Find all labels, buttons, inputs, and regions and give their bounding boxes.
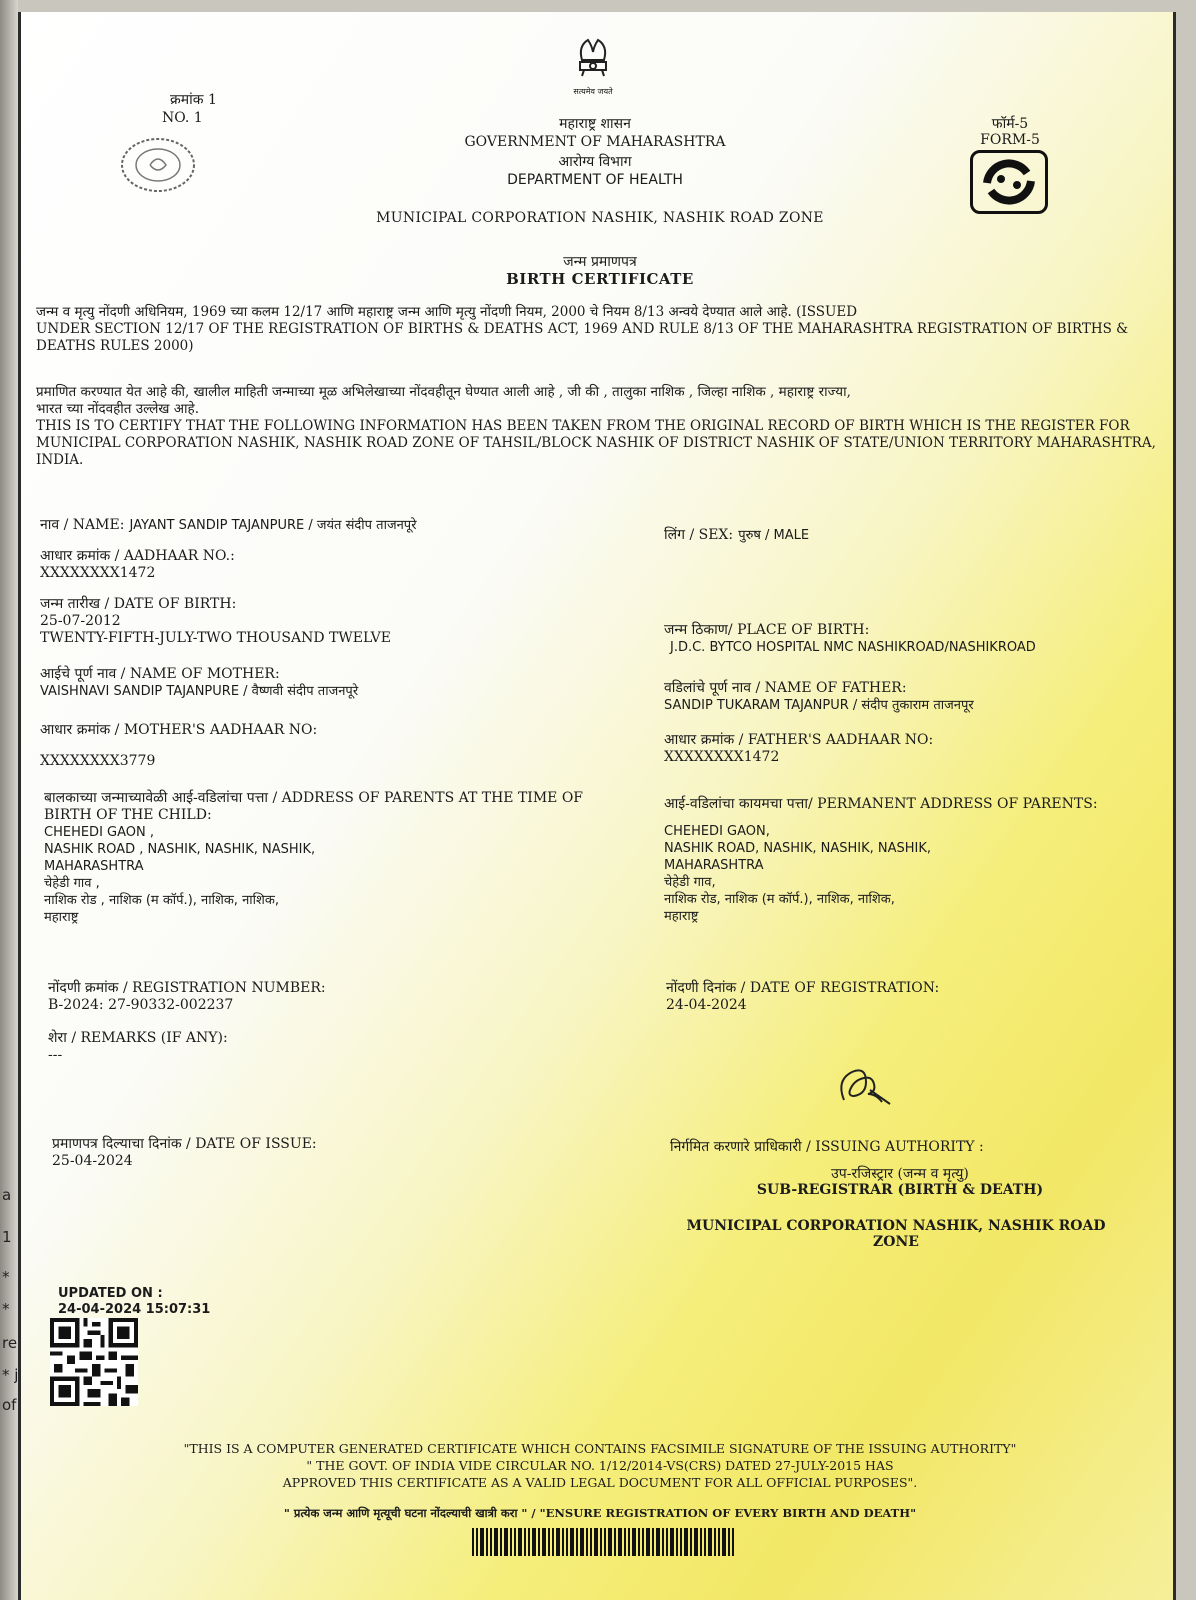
issued-english-1: UNDER SECTION 12/17 OF THE REGISTRATION OF BIRTHS & DEATHS ACT, 1969 AND RULE 8/13 OF THE MAHARASHTRA REGISTRATION OF BIRTHS & xyxy=(36,321,1129,337)
reg-date-value: 24-04-2024 xyxy=(666,997,747,1013)
authority-corporation: MUNICIPAL CORPORATION NASHIK, NASHIK ROAD ZONE xyxy=(686,1218,1106,1250)
addr-birth-line: MAHARASHTRA xyxy=(44,859,144,874)
form-english: FORM-5 xyxy=(980,132,1040,148)
addr-birth-line: चेहेडी गाव , xyxy=(44,876,100,891)
certify-marathi-2: भारत च्या नोंदवहीत उल्लेख आहे. xyxy=(36,401,200,417)
margin-char: 1 xyxy=(2,1228,12,1246)
mother-value: VAISHNAVI SANDIP TAJANPURE / वैष्णवी संदीप ताजनपूरे xyxy=(40,684,359,699)
certify-marathi-1: प्रमाणित करण्यात येत आहे की, खालील माहिती जन्माच्या मूळ अभिलेखाच्या नोंदवहीतून घेण्यात आली आहे , जी की , तालुका नाशिक , जिल्हा नाशिक , महाराष्ट्र राज्या, xyxy=(36,384,851,400)
authority-marathi: उप-रजिस्ट्रार (जन्म व मृत्यु) xyxy=(831,1166,969,1182)
barcode-icon xyxy=(472,1528,734,1556)
registration-date-field xyxy=(666,980,1146,1014)
aadhaar-value: XXXXXXXX1472 xyxy=(40,565,156,581)
addr-birth-line: नाशिक रोड , नाशिक (म कॉर्प.), नाशिक, नाशिक, xyxy=(44,893,279,908)
addr-birth-line: CHEHEDI GAON , xyxy=(44,825,154,840)
sex-label: लिंग / SEX: xyxy=(664,527,734,543)
dob-field xyxy=(40,596,640,647)
corporation-seal-icon xyxy=(118,135,198,195)
footer-disclaimer xyxy=(150,1440,1050,1491)
certification-statement xyxy=(36,384,1156,469)
pob-label: जन्म ठिकाण/ PLACE OF BIRTH: xyxy=(664,622,870,638)
mother-aadhaar-label: आधार क्रमांक / MOTHER'S AADHAAR NO: xyxy=(40,722,318,738)
dob-words: TWENTY-FIFTH-JULY-TWO THOUSAND TWELVE xyxy=(40,630,391,646)
addr-perm-line: MAHARASHTRA xyxy=(664,858,764,873)
mother-aadhaar-field xyxy=(40,722,640,770)
father-label: वडिलांचे पूर्ण नाव / NAME OF FATHER: xyxy=(664,680,907,696)
margin-char: * j xyxy=(2,1366,19,1384)
mother-aadhaar-value: XXXXXXXX3779 xyxy=(40,753,156,769)
name-field xyxy=(40,514,640,534)
issued-under-section xyxy=(36,304,1156,355)
addr-birth-line: NASHIK ROAD , NASHIK, NASHIK, NASHIK, xyxy=(44,842,316,857)
reg-date-label: नोंदणी दिनांक / DATE OF REGISTRATION: xyxy=(666,980,940,996)
govt-english: GOVERNMENT OF MAHARASHTRA xyxy=(464,134,726,150)
emblem-motto: सत्यमेव जयते xyxy=(573,87,613,96)
addr-perm-label: आई-वडिलांचा कायमचा पत्ता/ PERMANENT ADDRESS OF PARENTS: xyxy=(664,796,1098,812)
sex-value: पुरुष / MALE xyxy=(738,528,810,543)
place-of-birth-field xyxy=(664,622,1144,656)
remarks-label: शेरा / REMARKS (IF ANY): xyxy=(48,1030,228,1046)
addr-birth-line: महाराष्ट्र xyxy=(44,910,79,925)
authority-english: SUB-REGISTRAR (BIRTH & DEATH) xyxy=(756,1182,1044,1198)
crs-logo-icon xyxy=(970,150,1048,214)
father-name-field xyxy=(664,680,1144,714)
number-english: NO. 1 xyxy=(162,110,203,126)
issuing-authority-label-row xyxy=(670,1136,1150,1156)
signature-mark xyxy=(830,1060,900,1116)
issue-date-field xyxy=(52,1136,652,1170)
govt-marathi: महाराष्ट्र शासन xyxy=(559,116,631,132)
father-aadhaar-field xyxy=(664,732,1144,766)
pob-value: J.D.C. BYTCO HOSPITAL NMC NASHIKROAD/NASHIKROAD xyxy=(670,640,1036,655)
name-label: नाव / NAME: xyxy=(40,517,125,533)
reg-no-label: नोंदणी क्रमांक / REGISTRATION NUMBER: xyxy=(48,980,326,996)
issue-date-label: प्रमाणपत्र दिल्याचा दिनांक / DATE OF ISSUE: xyxy=(52,1136,317,1152)
addr-perm-line: महाराष्ट्र xyxy=(664,909,699,924)
permanent-address-field xyxy=(664,796,1144,925)
updated-label: UPDATED ON : xyxy=(58,1286,163,1301)
aadhaar-field xyxy=(40,548,640,582)
qr-code-icon[interactable] xyxy=(50,1318,138,1406)
remarks-value: --- xyxy=(48,1047,63,1063)
sex-field xyxy=(664,524,1144,544)
addr-perm-line: नाशिक रोड, नाशिक (म कॉर्प.), नाशिक, नाशिक, xyxy=(664,892,895,907)
remarks-field xyxy=(48,1030,648,1064)
margin-char: a xyxy=(2,1186,12,1204)
certify-english-1: THIS IS TO CERTIFY THAT THE FOLLOWING INFORMATION HAS BEEN TAKEN FROM THE ORIGINAL RECORD OF BIRTH WHICH IS THE REGISTER FOR xyxy=(36,418,1130,434)
name-value: JAYANT SANDIP TAJANPURE / जयंत संदीप ताजनपूरे xyxy=(129,518,417,533)
addr-perm-line: NASHIK ROAD, NASHIK, NASHIK, NASHIK, xyxy=(664,841,932,856)
corporation-title: MUNICIPAL CORPORATION NASHIK, NASHIK ROAD ZONE xyxy=(376,210,824,226)
footer-line-1: "THIS IS A COMPUTER GENERATED CERTIFICATE WHICH CONTAINS FACSIMILE SIGNATURE OF THE ISSUING AUTHORITY" xyxy=(183,1441,1017,1456)
certify-english-2: MUNICIPAL CORPORATION NASHIK, NASHIK ROAD ZONE OF TAHSIL/BLOCK NASHIK OF DISTRICT NASHIK OF STATE/UNION TERRITORY MAHARASHTRA, xyxy=(36,435,1156,451)
dept-marathi: आरोग्य विभाग xyxy=(558,154,632,170)
mother-name-field xyxy=(40,666,640,700)
dept-english: DEPARTMENT OF HEALTH xyxy=(507,172,683,188)
footer-slogan: " प्रत्येक जन्म आणि मृत्यूची घटना नोंदल्याची खात्री करा " / "ENSURE REGISTRATION OF EVERY BIRTH AND DEATH" xyxy=(283,1506,917,1520)
footer-line-3: APPROVED THIS CERTIFICATE AS A VALID LEGAL DOCUMENT FOR ALL OFFICIAL PURPOSES". xyxy=(282,1475,918,1490)
issued-marathi: जन्म व मृत्यु नोंदणी अधिनियम, 1969 च्या कलम 12/17 आणि महाराष्ट्र जन्म आणि मृत्यु नोंदणी नियम, 2000 चे नियम 8/13 अन्वये देण्यात आले आहे. (ISSUED xyxy=(36,304,858,320)
addr-perm-line: CHEHEDI GAON, xyxy=(664,824,770,839)
dob-value: 25-07-2012 xyxy=(40,613,121,629)
aadhaar-label: आधार क्रमांक / AADHAAR NO.: xyxy=(40,548,235,564)
margin-char: * xyxy=(2,1300,10,1318)
addr-birth-label-2: BIRTH OF THE CHILD: xyxy=(44,807,212,823)
certify-english-3: INDIA. xyxy=(36,452,84,468)
margin-char: re xyxy=(2,1334,18,1352)
dob-label: जन्म तारीख / DATE OF BIRTH: xyxy=(40,596,237,612)
reg-no-value: B-2024: 27-90332-002237 xyxy=(48,997,234,1013)
father-value: SANDIP TUKARAM TAJANPUR / संदीप तुकाराम ताजनपूर xyxy=(664,698,974,713)
birth-address-field xyxy=(44,790,644,926)
title-marathi: जन्म प्रमाणपत्र xyxy=(563,254,637,270)
issued-english-2: DEATHS RULES 2000) xyxy=(36,338,194,354)
mother-label: आईचे पूर्ण नाव / NAME OF MOTHER: xyxy=(40,666,280,682)
addr-perm-line: चेहेडी गाव, xyxy=(664,875,716,890)
footer-line-2: " THE GOVT. OF INDIA VIDE CIRCULAR NO. 1/12/2014-VS(CRS) DATED 27-JULY-2015 HAS xyxy=(306,1458,894,1473)
page-edge-shadow xyxy=(0,0,18,1600)
number-marathi: क्रमांक 1 xyxy=(170,92,217,108)
registration-number-field xyxy=(48,980,648,1014)
issue-date-value: 25-04-2024 xyxy=(52,1153,133,1169)
margin-char: of xyxy=(2,1396,17,1414)
form-marathi: फॉर्म-5 xyxy=(991,116,1029,132)
title-english: BIRTH CERTIFICATE xyxy=(506,270,694,288)
updated-value: 24-04-2024 15:07:31 xyxy=(58,1302,211,1317)
margin-char: * xyxy=(2,1268,10,1286)
father-aadhaar-label: आधार क्रमांक / FATHER'S AADHAAR NO: xyxy=(664,732,934,748)
authority-label: निर्गमित करणारे प्राधिकारी / ISSUING AUTHORITY : xyxy=(670,1139,984,1155)
father-aadhaar-value: XXXXXXXX1472 xyxy=(664,749,780,765)
addr-birth-label-1: बालकाच्या जन्माच्यावेळी आई-वडिलांचा पत्ता / ADDRESS OF PARENTS AT THE TIME OF xyxy=(44,790,584,806)
